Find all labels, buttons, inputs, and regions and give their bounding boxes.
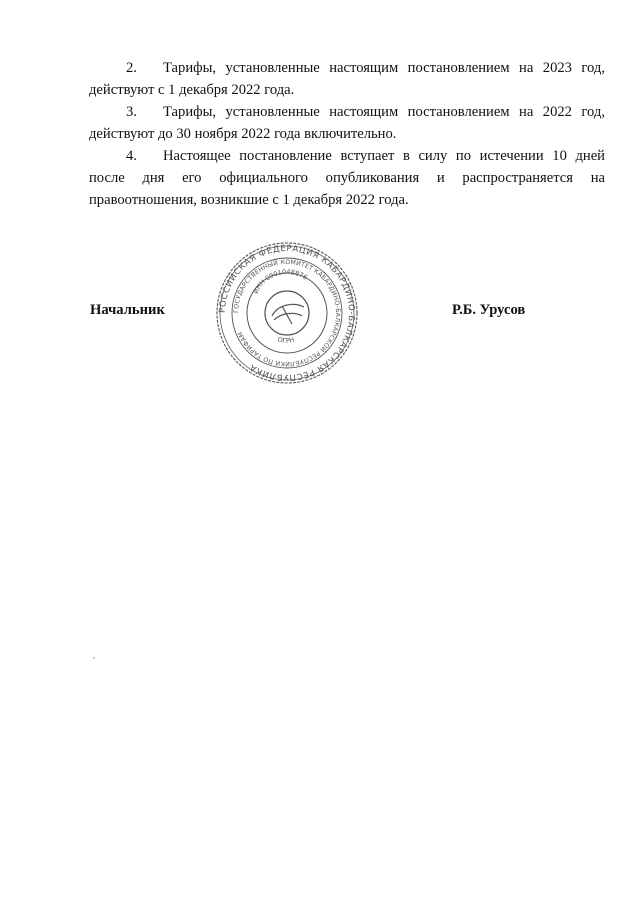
paragraph-4 [89, 145, 605, 211]
paragraph-line: после дня его официального опубликования и распространяется на [89, 170, 605, 186]
signatory-title: Начальник [90, 302, 165, 318]
paragraph-continuation: действуют с 1 декабря 2022 года. [89, 82, 295, 98]
body-text [89, 57, 605, 211]
paragraph-first-line: Тарифы, установленные настоящим постановлением на 2023 год, [163, 60, 605, 76]
signature-block [0, 240, 640, 390]
seal-emblem-icon [272, 304, 304, 324]
paragraph-2 [89, 57, 605, 101]
svg-text:ОГРН [277, 335, 296, 345]
seal-inn-text: ИНН 0901048876 [251, 267, 309, 296]
paragraph-3 [89, 101, 605, 145]
paragraph-continuation: действуют до 30 ноября 2022 года включительно. [89, 126, 397, 142]
paragraph-number: 3. [126, 104, 137, 120]
seal-inner-text: ГОСУДАРСТВЕННЫЙ КОМИТЕТ КАБАРДИНО-БАЛКАРСКОЙ РЕСПУБЛИКИ ПО ТАРИФАМ [232, 258, 342, 368]
signatory-name: Р.Б. Урусов [452, 302, 526, 318]
paragraph-first-line: Тарифы, установленные настоящим постановлением на 2022 год, [163, 104, 605, 120]
paragraph-number: 2. [126, 60, 137, 76]
scan-speck [93, 657, 95, 659]
paragraph-first-line: Настоящее постановление вступает в силу по истечении 10 дней [163, 148, 605, 164]
paragraph-number: 4. [126, 148, 137, 164]
official-seal [212, 240, 362, 386]
paragraph-continuation: правоотношения, возникшие с 1 декабря 2022 года. [89, 192, 409, 208]
seal-outer-text: РОССИЙСКАЯ ФЕДЕРАЦИЯ КАБАРДИНО-БАЛКАРСКАЯ РЕСПУБЛИКА [217, 243, 357, 383]
seal-ogrn-text: ОГРН [276, 335, 296, 345]
